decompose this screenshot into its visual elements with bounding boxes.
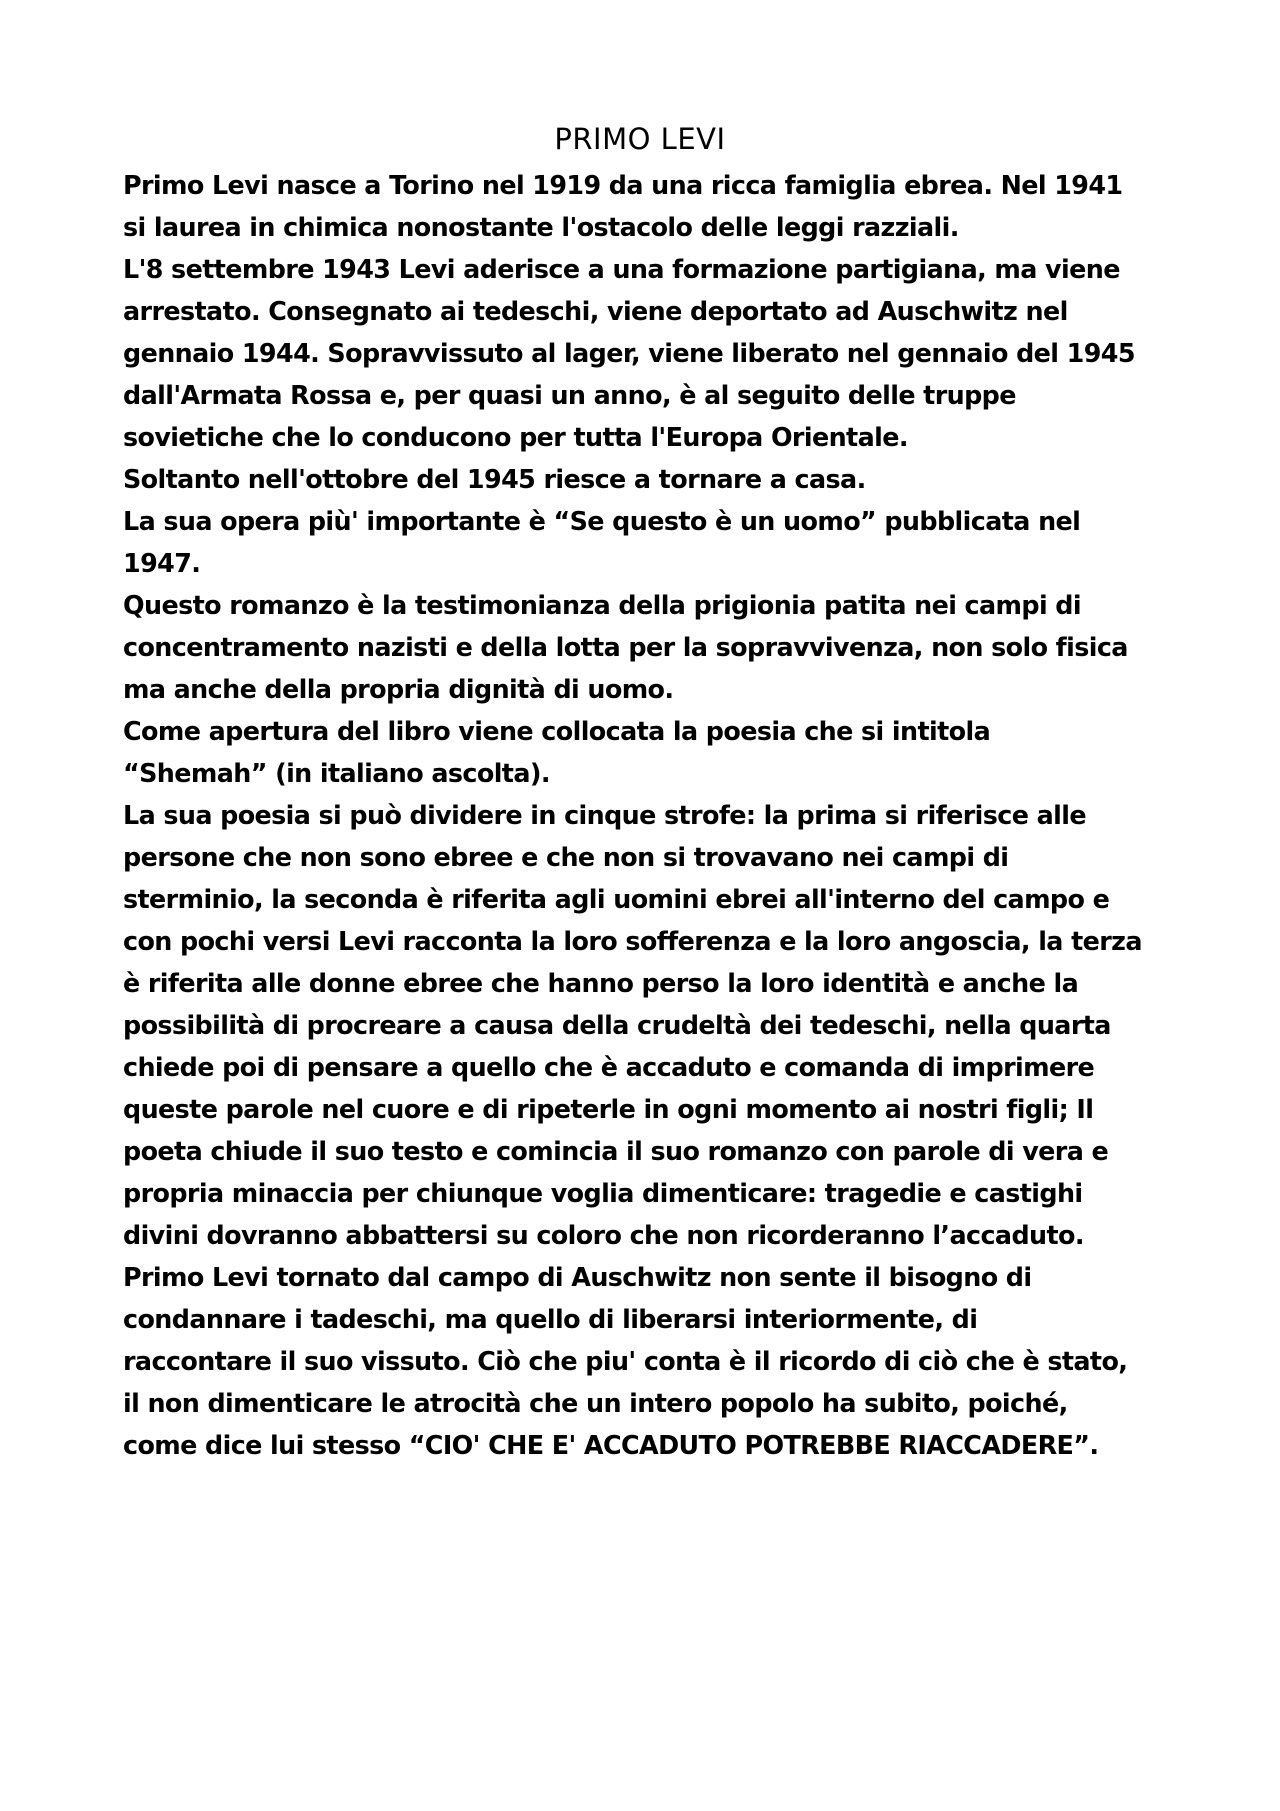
text-line: poeta chiude il suo testo e comincia il suo romanzo con parole di vera e <box>123 1136 1109 1166</box>
text-line: queste parole nel cuore e di ripeterle in ogni momento ai nostri figli; Il <box>123 1094 1094 1124</box>
document-title: PRIMO LEVI <box>554 122 726 156</box>
text-line: propria minaccia per chiunque voglia dimenticare: tragedie e castighi <box>123 1178 1083 1208</box>
text-line: si laurea in chimica nonostante l'ostacolo delle leggi razziali. <box>123 212 959 242</box>
text-line: concentramento nazisti e della lotta per la sopravvivenza, non solo fisica <box>123 632 1128 662</box>
text-line: possibilità di procreare a causa della crudeltà dei tedeschi, nella quarta <box>123 1010 1111 1040</box>
text-line: come dice lui stesso “CIO' CHE E' ACCADUTO POTREBBE RIACCADERE”. <box>123 1430 1099 1460</box>
text-line: con pochi versi Levi racconta la loro sofferenza e la loro angoscia, la terza <box>123 926 1142 956</box>
text-line: L'8 settembre 1943 Levi aderisce a una formazione partigiana, ma viene <box>123 254 1120 284</box>
text-line: gennaio 1944. Sopravvissuto al lager, viene liberato nel gennaio del 1945 <box>123 338 1135 368</box>
text-line: il non dimenticare le atrocità che un intero popolo ha subito, poiché, <box>123 1388 1068 1418</box>
text-line: divini dovranno abbattersi su coloro che non ricorderanno l’accaduto. <box>123 1220 1084 1250</box>
text-line: sterminio, la seconda è riferita agli uomini ebrei all'interno del campo e <box>123 884 1110 914</box>
text-line: “Shemah” (in italiano ascolta). <box>123 758 550 788</box>
text-line: La sua opera più' importante è “Se questo è un uomo” pubblicata nel <box>123 506 1081 536</box>
text-line: Primo Levi nasce a Torino nel 1919 da una ricca famiglia ebrea. Nel 1941 <box>123 170 1123 200</box>
text-line: Come apertura del libro viene collocata la poesia che si intitola <box>123 716 991 746</box>
text-line: arrestato. Consegnato ai tedeschi, viene deportato ad Auschwitz nel <box>123 296 1068 326</box>
text-line: 1947. <box>123 548 201 578</box>
text-line: ma anche della propria dignità di uomo. <box>123 674 674 704</box>
text-line: è riferita alle donne ebree che hanno perso la loro identità e anche la <box>123 968 1079 998</box>
text-line: sovietiche che lo conducono per tutta l'Europa Orientale. <box>123 422 908 452</box>
document-body <box>123 164 1168 1466</box>
text-line: dall'Armata Rossa e, per quasi un anno, è al seguito delle truppe <box>123 380 1016 410</box>
text-line: La sua poesia si può dividere in cinque strofe: la prima si riferisce alle <box>123 800 1086 830</box>
text-line: condannare i tadeschi, ma quello di liberarsi interiormente, di <box>123 1304 978 1334</box>
text-line: Primo Levi tornato dal campo di Auschwitz non sente il bisogno di <box>123 1262 1032 1292</box>
text-line: Questo romanzo è la testimonianza della prigionia patita nei campi di <box>123 590 1081 620</box>
text-line: chiede poi di pensare a quello che è accaduto e comanda di imprimere <box>123 1052 1095 1082</box>
text-line: raccontare il suo vissuto. Ciò che piu' conta è il ricordo di ciò che è stato, <box>123 1346 1128 1376</box>
text-line: Soltanto nell'ottobre del 1945 riesce a tornare a casa. <box>123 464 866 494</box>
text-line: persone che non sono ebree e che non si trovavano nei campi di <box>123 842 1009 872</box>
